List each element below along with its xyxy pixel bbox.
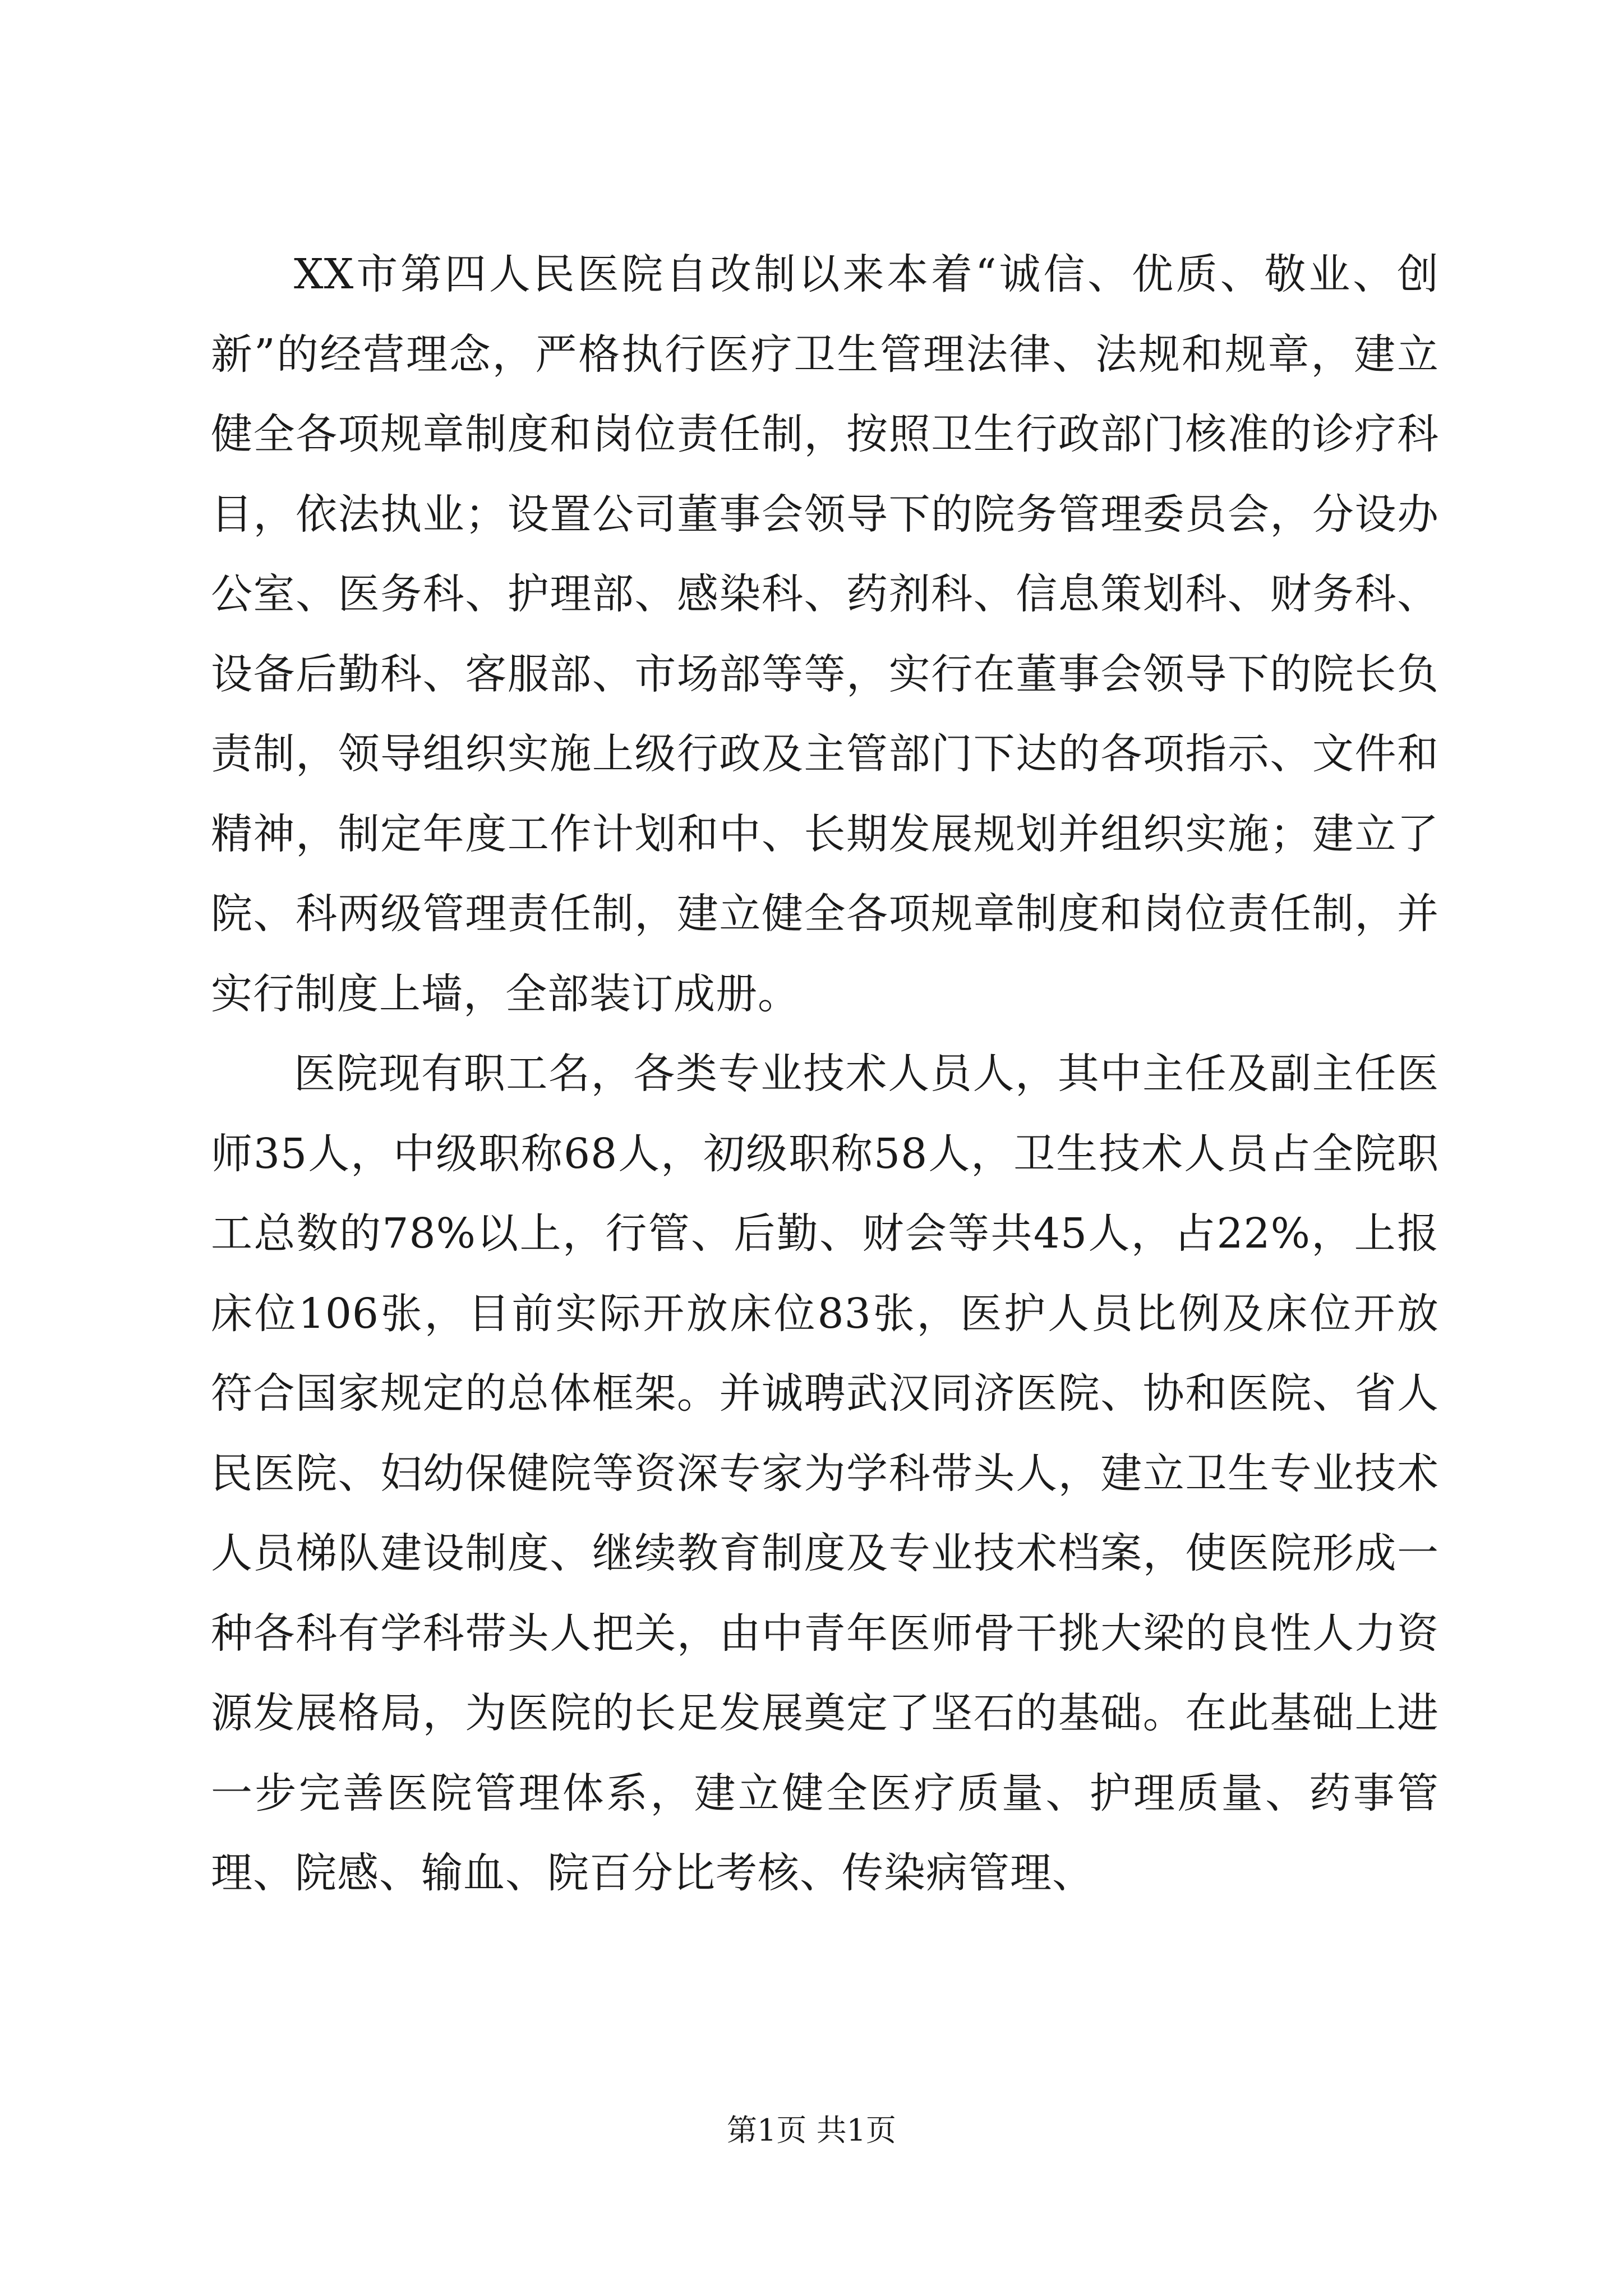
page-footer: 第1页 共1页 — [727, 2113, 896, 2148]
document-body — [211, 234, 1439, 1913]
paragraph-1: XX市第四人民医院自改制以来本着“诚信、优质、敬业、创新”的经营理念，严格执行医疗卫生管理法律、法规和规章，建立健全各项规章制度和岗位责任制，按照卫生行政部门核准的诊疗科目，依法执业；设置公司董事会领导下的院务管理委员会，分设办公室、医务科、护理部、感染科、药剂科、信息策划科、财务科、设备后勤科、客服部、市场部等等，实行在董事会领导下的院长负责制，领导组织实施上级行政及主管部门下达的各项指示、文件和精神，制定年度工作计划和中、长期发展规划并组织实施；建立了院、科两级管理责任制，建立健全各项规章制度和岗位责任制，并实行制度上墙，全部装订成册。 — [211, 250, 1439, 1018]
paragraph-2: 医院现有职工名，各类专业技术人员人，其中主任及副主任医师35人，中级职称68人，初级职称58人，卫生技术人员占全院职工总数的78%以上，行管、后勤、财会等共45人，占22%，上报床位106张，目前实际开放床位83张，医护人员比例及床位开放符合国家规定的总体框架。并诚聘武汉同济医院、协和医院、省人民医院、妇幼保健院等资深专家为学科带头人，建立卫生专业技术人员梯队建设制度、继续教育制度及专业技术档案，使医院形成一种各科有学科带头人把关，由中青年医师骨干挑大梁的良性人力资源发展格局，为医院的长足发展奠定了坚石的基础。在此基础上进一步完善医院管理体系，建立健全医疗质量、护理质量、药事管理、院感、输血、院百分比考核、传染病管理、 — [211, 1050, 1439, 1897]
